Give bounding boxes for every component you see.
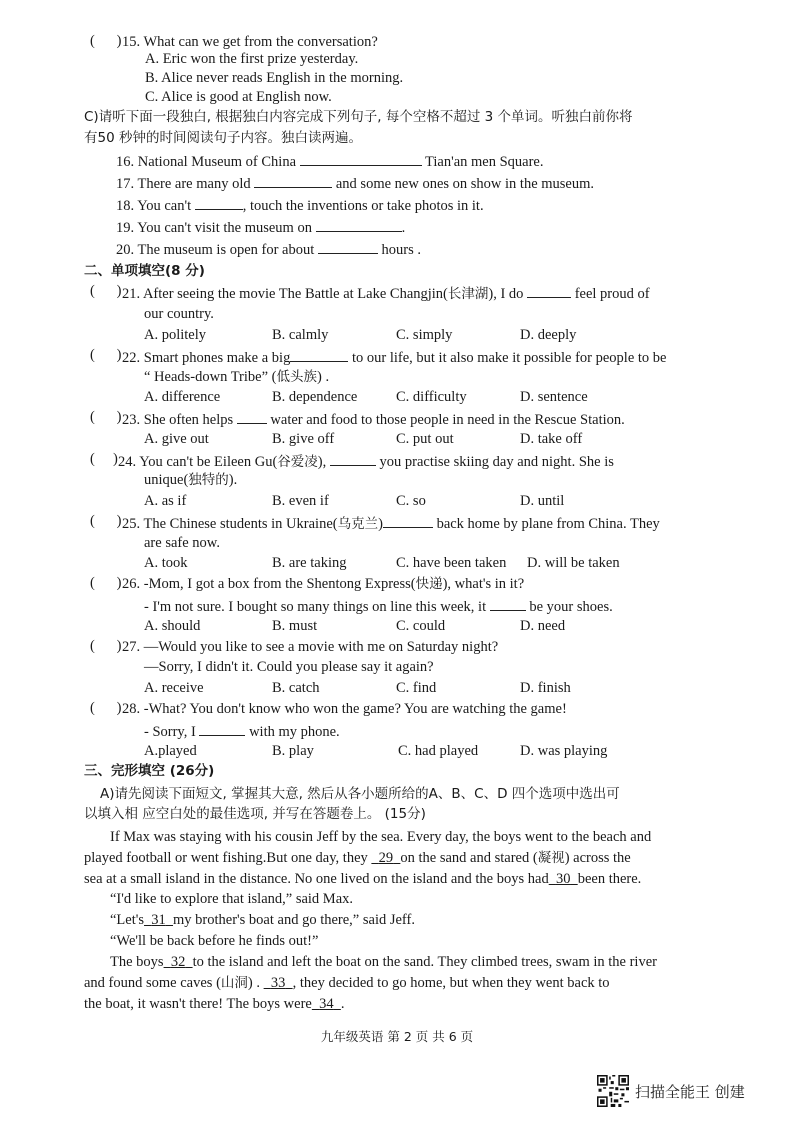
fill-17: 17. There are many old and some new ones on show in the museum. (116, 173, 594, 193)
question-24-stem: 24. You can't be Eileen Gu(谷爱凌), you practise skiing day and night. She is (118, 451, 614, 471)
option-d: D. need (520, 618, 566, 634)
section-c-instruction-2: 有50 秒钟的时间阅读句子内容。独白读两遍。 (84, 130, 362, 146)
passage-line: If Max was staying with his cousin Jeff by the sea. Every day, the boys went to the beach and (110, 829, 652, 845)
answer-blank[interactable] (330, 451, 376, 466)
option-a: A. took (144, 555, 188, 571)
option-a: A. give out (144, 431, 209, 447)
option-c: C. so (396, 493, 426, 509)
passage-line: the boat, it wasn't there! The boys were 34 . (84, 996, 345, 1012)
answer-blank[interactable] (195, 195, 243, 210)
option-d: D. take off (520, 431, 583, 447)
passage-line: and found some caves (山洞) . 33 , they decided to go home, but when they went back to (84, 975, 610, 991)
option-b: B. are taking (272, 555, 347, 571)
scanner-watermark (597, 1075, 745, 1107)
passage-line: “I'd like to explore that island,” said Max. (110, 891, 354, 907)
option-b: B. calmly (272, 327, 329, 343)
blank-29[interactable]: 29 (378, 850, 394, 866)
option-a: A. should (144, 618, 201, 634)
option-a: A. politely (144, 327, 207, 343)
question-25-stem-cont: are safe now. (144, 535, 220, 551)
question-22-stem-cont: “ Heads-down Tribe” (低头族) . (144, 369, 330, 385)
answer-blank[interactable] (290, 347, 348, 362)
answer-blank[interactable] (316, 217, 402, 232)
page-footer: 九年级英语 第 2 页 共 6 页 (320, 1029, 474, 1044)
option-c: C. have been taken (396, 555, 507, 571)
answer-blank[interactable] (300, 151, 422, 166)
answer-blank[interactable] (490, 596, 526, 611)
option-c: C. Alice is good at English now. (145, 89, 332, 105)
question-21-stem: 21. After seeing the movie The Battle at Lake Changjin(长津湖), I do feel proud of (122, 283, 650, 303)
option-c: C. difficulty (396, 389, 467, 405)
question-28-stem: 28. -What? You don't know who won the game? You are watching the game! (122, 701, 567, 717)
question-26-stem-cont: - I'm not sure. I bought so many things on line this week, it be your shoes. (144, 596, 613, 616)
option-d: D. finish (520, 680, 571, 696)
answer-bracket: ( ) (90, 409, 122, 425)
blank-34[interactable]: 34 (319, 996, 334, 1012)
question-27-stem-cont: —Sorry, I didn't it. Could you please say it again? (144, 659, 434, 675)
option-a: A.played (144, 743, 197, 759)
option-d: D. was playing (520, 743, 608, 759)
passage-line: The boys 32 to the island and left the boat on the sand. They climbed trees, swam in the river (110, 954, 657, 970)
option-b: B. dependence (272, 389, 358, 405)
watermark-text: 扫描全能王 创建 (635, 1082, 745, 1101)
option-b: B. even if (272, 493, 329, 509)
fill-20: 20. The museum is open for about hours . (116, 239, 421, 259)
answer-bracket: ( ) (90, 283, 122, 299)
option-c: C. find (396, 680, 437, 696)
fill-16: 16. National Museum of China Tian'an men Square. (116, 151, 543, 171)
fill-18: 18. You can't , touch the inventions or take photos in it. (116, 195, 484, 215)
option-b: B. play (272, 743, 314, 759)
answer-blank[interactable] (254, 173, 332, 188)
option-a: A. Eric won the first prize yesterday. (145, 51, 359, 67)
cloze-instruction-2: 以填入相 应空白处的最佳选项, 并写在答题卷上。 (15分) (84, 806, 426, 822)
answer-bracket: ( ) (90, 638, 122, 654)
question-23-stem: 23. She often helps water and food to those people in need in the Rescue Station. (122, 409, 625, 429)
option-c: C. could (396, 618, 446, 634)
section-heading-single-choice: 二、单项填空(8 分) (84, 263, 205, 279)
question-25-stem: 25. The Chinese students in Ukraine(乌克兰) back home by plane from China. They (122, 513, 660, 533)
question-26-stem: 26. -Mom, I got a box from the Shentong Express(快递), what's in it? (122, 576, 525, 592)
answer-blank[interactable] (383, 513, 433, 528)
blank-31[interactable]: 31 (151, 912, 166, 928)
cloze-instruction-1: A)请先阅读下面短文, 掌握其大意, 然后从各小题所给的A、B、C、D 四个选项中选出可 (100, 786, 620, 802)
question-28-stem-cont: - Sorry, I with my phone. (144, 721, 340, 741)
option-d: D. until (520, 493, 565, 509)
answer-bracket: ( ) (90, 451, 118, 467)
question-15-stem: 15. What can we get from the conversation? (122, 34, 378, 50)
answer-blank[interactable] (527, 283, 571, 298)
blank-33[interactable]: 33 (270, 975, 286, 991)
option-b: B. must (272, 618, 318, 634)
option-c: C. had played (398, 743, 479, 759)
section-c-instruction-1: C)请听下面一段独白, 根据独白内容完成下列句子, 每个空格不超过 3 个单词。听独白前你将 (84, 109, 633, 125)
option-a: A. difference (144, 389, 221, 405)
option-b: B. Alice never reads English in the morning. (145, 70, 404, 86)
option-d: D. will be taken (527, 555, 620, 571)
option-d: D. deeply (520, 327, 577, 343)
answer-bracket: ( ) (90, 575, 122, 591)
answer-bracket: ( ) (90, 347, 122, 363)
passage-line: sea at a small island in the distance. No one lived on the island and the boys had 30 been there. (84, 871, 642, 887)
answer-bracket: ( ) (90, 33, 122, 49)
option-a: A. as if (144, 493, 187, 509)
section-heading-cloze: 三、完形填空 (26分) (84, 763, 215, 779)
question-21-stem-cont: our country. (144, 306, 214, 322)
qr-code-icon (597, 1075, 629, 1107)
passage-line: played football or went fishing.But one day, they 29 on the sand and stared (凝视) across the (84, 850, 631, 866)
answer-bracket: ( ) (90, 513, 122, 529)
fill-19: 19. You can't visit the museum on . (116, 217, 405, 237)
answer-blank[interactable] (199, 721, 245, 736)
option-c: C. put out (396, 431, 454, 447)
answer-blank[interactable] (237, 409, 267, 424)
option-c: C. simply (396, 327, 453, 343)
question-24-stem-cont: unique(独特的). (144, 472, 238, 488)
answer-blank[interactable] (318, 239, 378, 254)
answer-bracket: ( ) (90, 700, 122, 716)
blank-32[interactable]: 32 (170, 954, 186, 970)
option-a: A. receive (144, 680, 204, 696)
question-27-stem: 27. —Would you like to see a movie with me on Saturday night? (122, 639, 499, 655)
passage-line: “We'll be back before he finds out!” (110, 933, 319, 949)
passage-line: “Let's 31 my brother's boat and go there,” said Jeff. (110, 912, 415, 928)
option-b: B. catch (272, 680, 320, 696)
option-d: D. sentence (520, 389, 588, 405)
blank-30[interactable]: 30 (555, 871, 571, 887)
question-22-stem: 22. Smart phones make a big to our life, but it also make it possible for people to be (122, 347, 666, 367)
option-b: B. give off (272, 431, 335, 447)
